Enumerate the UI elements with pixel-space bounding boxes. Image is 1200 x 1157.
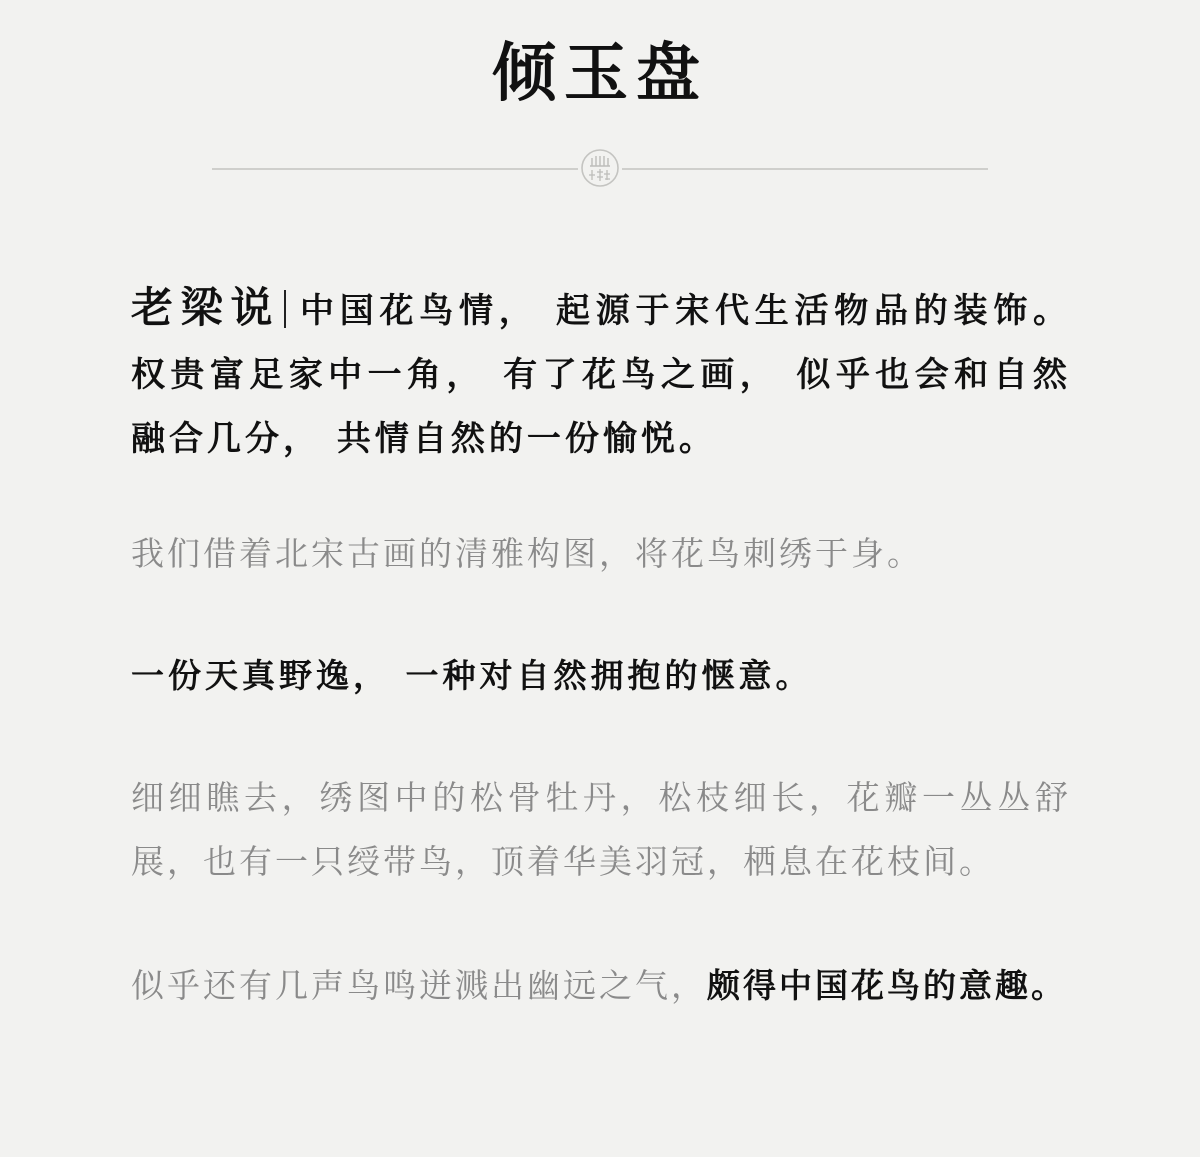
paragraph-nature: 一份天真野逸， 一种对自然拥抱的惬意。 [131,656,813,695]
intro-lead: 老梁说 [131,283,281,332]
divider-line-right [622,168,988,170]
intro-paragraph [131,276,1071,471]
paragraph-embroidery: 我们借着北宋古画的清雅构图，将花鸟刺绣于身。 [131,534,923,573]
paragraph-closing [131,954,1071,1018]
closing-text: 似乎还有几声鸟鸣迸溅出幽远之气， [131,966,707,1005]
closing-emphasis: 颇得中国花鸟的意趣。 [707,966,1067,1005]
intro-text: 中国花鸟情， 起源于宋代生活物品的装饰。 权贵富足家中一角， 有了花鸟之画， 似乎也会和自然融合几分， 共情自然的一份愉悦。 [131,291,1071,459]
page-title: 倾玉盘 [492,36,708,111]
intro-separator-bar [284,290,286,328]
divider-line-left [212,168,578,170]
seal-stamp-icon [580,148,620,188]
title-divider [212,148,988,188]
paragraph-detail: 细细瞧去，绣图中的松骨牡丹，松枝细长，花瓣一丛丛舒展，也有一只绶带鸟，顶着华美羽冠，栖息在花枝间。 [131,778,1071,881]
